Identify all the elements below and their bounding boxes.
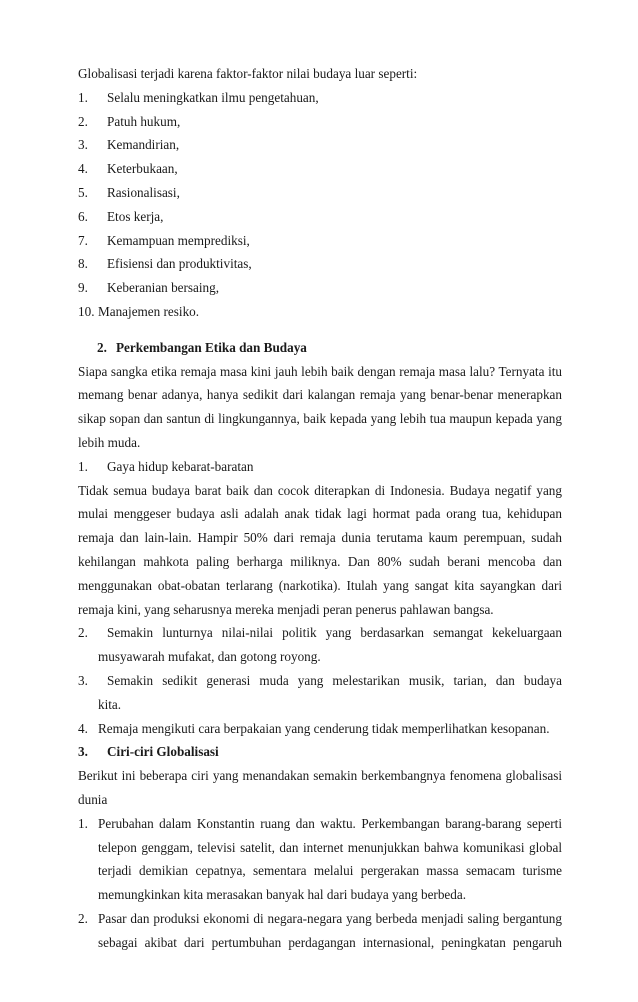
list-text: Etos kerja, <box>107 208 164 224</box>
section-number: 3. <box>78 744 88 760</box>
list-item <box>78 669 562 693</box>
paragraph-line: sikap sopan dan santun di lingkungannya, baik kepada yang lebih tua maupun kepada yang <box>78 411 562 427</box>
list-item <box>78 181 562 205</box>
list-number: 9. <box>78 280 88 296</box>
list-item <box>78 157 562 181</box>
paragraph-line: memang benar adanya, hanya sedikit dari kalangan remaja yang benar-benar menerapkan <box>78 387 562 403</box>
list-text: Keberanian bersaing, <box>107 280 220 296</box>
list-item <box>78 205 562 229</box>
intro-text: Globalisasi terjadi karena faktor-faktor nilai budaya luar seperti: <box>78 66 418 81</box>
list-item <box>78 621 562 645</box>
list-text: Patuh hukum, <box>107 113 181 129</box>
list-text: Rasionalisasi, <box>107 184 180 200</box>
list-number: 3. <box>78 137 88 153</box>
section-heading <box>78 740 562 764</box>
list-item <box>78 110 562 134</box>
list-item <box>78 276 562 300</box>
paragraph-line: mulai menggeser budaya asli adalah anak tidak lagi hormat pada orang tua, kehidupan <box>78 506 562 522</box>
paragraph-line: remaja kini, yang seharusnya mereka menjadi peran penerus pahlawan bangsa. <box>78 601 494 617</box>
paragraph-line: Tidak semua budaya barat baik dan cocok diterapkan di Indonesia. Budaya negatif yang <box>78 482 562 498</box>
list-number: 1. <box>78 458 88 474</box>
list-number: 1. <box>78 815 88 831</box>
list-number: 3. <box>78 672 88 688</box>
list-text: Semakin lunturnya nilai-nilai politik yang berdasarkan semangat kekeluargaan <box>107 625 562 641</box>
list-text: Pasar dan produksi ekonomi di negara-negara yang berbeda menjadi saling bergantung <box>98 910 562 926</box>
list-text-continuation: sebagai akibat dari pertumbuhan perdagangan internasional, peningkatan pengaruh <box>98 934 562 950</box>
list-text-continuation: musyawarah mufakat, dan gotong royong. <box>98 649 321 665</box>
list-text: Remaja mengikuti cara berpakaian yang cenderung tidak memperlihatkan kesopanan. <box>98 720 550 736</box>
paragraph-line: remaja dan lain-lain. Hampir 50% dari remaja dunia terutama kaum perempuan, sudah <box>78 530 562 546</box>
paragraph-line: Berikut ini beberapa ciri yang menandakan semakin berkembangnya fenomena globalisasi <box>78 768 562 784</box>
list-number: 6. <box>78 208 88 224</box>
paragraph-line: menggunakan obat-obatan terlarang (narkotika). Itulah yang sangat kita sayangkan dari <box>78 577 562 593</box>
section-number: 2. <box>97 339 107 355</box>
list-item <box>78 86 562 110</box>
list-item <box>78 252 562 276</box>
list-text: Perubahan dalam Konstantin ruang dan waktu. Perkembangan barang-barang seperti <box>98 815 562 831</box>
list-item <box>78 812 562 836</box>
list-number: 8. <box>78 256 88 272</box>
list-number: 7. <box>78 232 88 248</box>
list-item <box>78 455 562 479</box>
factor-list <box>78 86 562 324</box>
list-number: 2. <box>78 910 88 926</box>
list-text: Kemampuan memprediksi, <box>107 232 250 248</box>
list-number: 1. <box>78 89 88 105</box>
section-title: Ciri-ciri Globalisasi <box>107 744 219 760</box>
document-page <box>78 62 562 954</box>
list-item <box>78 133 562 157</box>
list-item <box>78 229 562 253</box>
list-text-continuation: kita. <box>98 696 122 712</box>
list-text: Efisiensi dan produktivitas, <box>107 256 252 272</box>
list-text: Gaya hidup kebarat-baratan <box>107 458 254 474</box>
section-heading <box>78 336 562 360</box>
list-item <box>78 907 562 931</box>
list-number: 2. <box>78 113 88 129</box>
list-text: Keterbukaan, <box>107 161 178 177</box>
list-text: Selalu meningkatkan ilmu pengetahuan, <box>107 89 319 105</box>
list-number: 4. <box>78 720 88 736</box>
list-item <box>78 300 562 324</box>
section-title: Perkembangan Etika dan Budaya <box>116 339 307 355</box>
list-text-continuation: telepon genggam, televisi satelit, dan internet menunjukkan bahwa komunikasi global <box>98 839 562 855</box>
paragraph-line: kehilangan mahkota paling berharga miliknya. Dan 80% sudah berani mencoba dan <box>78 553 562 569</box>
list-number: 5. <box>78 184 88 200</box>
list-text: Semakin sedikit generasi muda yang melestarikan musik, tarian, dan budaya <box>107 672 562 688</box>
list-item <box>78 717 562 741</box>
list-number: 4. <box>78 161 88 177</box>
list-text: Kemandirian, <box>107 137 180 153</box>
list-number: 10. <box>78 303 95 319</box>
list-text: Manajemen resiko. <box>98 303 200 319</box>
list-number: 2. <box>78 625 88 641</box>
paragraph-line: lebih muda. <box>78 434 141 450</box>
paragraph-line: Siapa sangka etika remaja masa kini jauh lebih baik dengan remaja masa lalu? Ternyata itu <box>78 363 562 379</box>
list-text-continuation: memungkinkan kita merasakan banyak hal dari budaya yang berbeda. <box>98 887 467 903</box>
list-text-continuation: terjadi demikian cepatnya, sementara melalui pergerakan massa semacam turisme <box>98 863 562 879</box>
paragraph-line: dunia <box>78 791 108 807</box>
